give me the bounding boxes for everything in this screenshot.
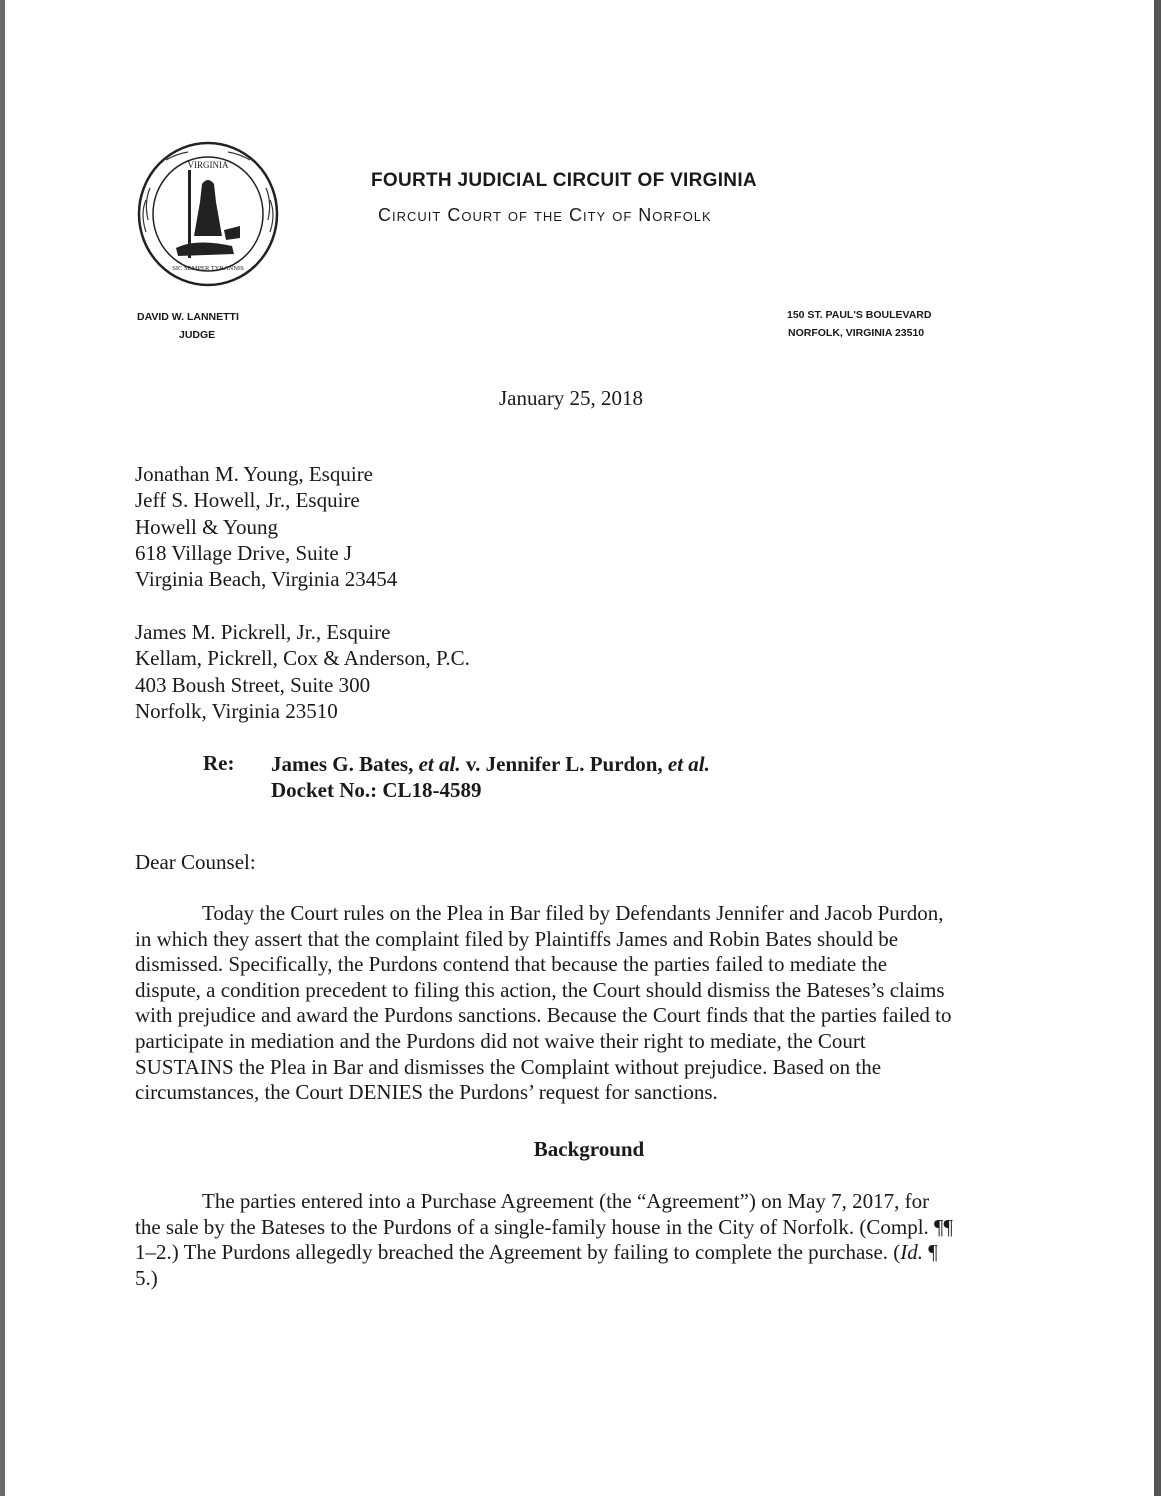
judge-name: DAVID W. LANNETTI [137, 311, 239, 323]
letter-date: January 25, 2018 [499, 386, 644, 410]
background-paragraph [135, 1189, 1015, 1291]
recipient-line: Jeff S. Howell, Jr., Esquire [135, 488, 360, 513]
docket-number: Docket No.: CL18-4589 [271, 778, 482, 803]
svg-text:VIRGINIA: VIRGINIA [187, 160, 229, 170]
recipient-line: 403 Boush Street, Suite 300 [135, 672, 371, 697]
court-name: FOURTH JUDICIAL CIRCUIT OF VIRGINIA [371, 170, 757, 191]
paragraph-line: 5.) [135, 1265, 158, 1290]
judge-title: JUDGE [179, 329, 216, 341]
scan-edge-left [0, 0, 5, 1496]
paragraph-line: The parties entered into a Purchase Agreement (the “Agreement”) on May 7, 2017, for [202, 1189, 930, 1213]
paragraph-line: 1–2.) The Purdons allegedly breached the Agreement by failing to complete the purchase. (Id. ¶ [135, 1240, 938, 1265]
court-address-line1: 150 ST. PAUL'S BOULEVARD [787, 309, 932, 321]
recipient-line: Jonathan M. Young, Esquire [135, 462, 374, 486]
court-subtitle: Circuit Court of the City of Norfolk [378, 205, 712, 225]
section-heading-background: Background [533, 1137, 645, 1161]
paragraph-line: in which they assert that the complaint filed by Plaintiffs James and Robin Bates should be [135, 926, 899, 951]
svg-text:SIC SEMPER TYRANNIS: SIC SEMPER TYRANNIS [172, 265, 244, 272]
recipient-block-1 [135, 461, 397, 592]
paragraph-line: dismissed. Specifically, the Purdons contend that because the parties failed to mediate the [135, 952, 888, 977]
court-address-line2: NORFOLK, VIRGINIA 23510 [788, 327, 925, 339]
salutation: Dear Counsel: [135, 850, 256, 874]
recipient-line: 618 Village Drive, Suite J [135, 540, 353, 565]
paragraph-line: dispute, a condition precedent to filing this action, the Court should dismiss the Bateses’s claims [135, 977, 945, 1002]
recipient-line: Howell & Young [135, 514, 278, 539]
recipient-line: Virginia Beach, Virginia 23454 [135, 567, 398, 592]
recipient-line: Norfolk, Virginia 23510 [135, 698, 338, 723]
paragraph-line: the sale by the Bateses to the Purdons of a single-family house in the City of Norfolk. (Compl. ¶¶ [135, 1214, 954, 1239]
recipient-line: Kellam, Pickrell, Cox & Anderson, P.C. [135, 646, 470, 671]
recipient-block-2 [135, 619, 470, 724]
paragraph-line: participate in mediation and the Purdons did not waive their right to mediate, the Court [135, 1028, 866, 1053]
re-subject [271, 751, 710, 804]
paragraph-line: Today the Court rules on the Plea in Bar filed by Defendants Jennifer and Jacob Purdon, [202, 901, 944, 925]
paragraph-line: circumstances, the Court DENIES the Purdons’ request for sanctions. [135, 1080, 718, 1105]
paragraph-line: SUSTAINS the Plea in Bar and dismisses the Complaint without prejudice. Based on the [135, 1054, 882, 1079]
paragraph-line: with prejudice and award the Purdons sanctions. Because the Court finds that the parties failed to [135, 1003, 952, 1028]
re-label: Re: [203, 751, 235, 775]
opening-paragraph [135, 901, 1015, 1106]
virginia-seal-icon [136, 140, 280, 288]
case-caption: James G. Bates, et al. v. Jennifer L. Purdon, et al. [271, 752, 710, 776]
scan-edge-right [1154, 0, 1161, 1496]
recipient-line: James M. Pickrell, Jr., Esquire [135, 620, 391, 644]
